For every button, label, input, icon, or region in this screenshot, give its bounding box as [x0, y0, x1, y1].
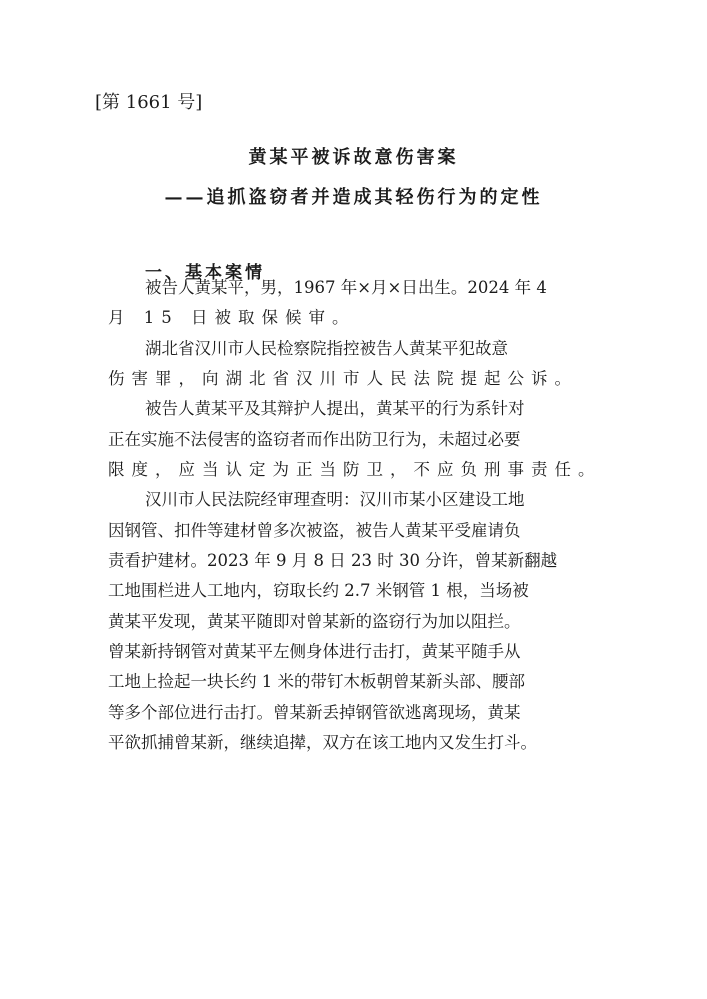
text-line: 因钢管、扣件等建材曾多次被盗，被告人黄某平受雇请负 — [108, 521, 521, 540]
text-line: 工地上捡起一块长约 1 米的带钉木板朝曾某新头部、腰部 — [108, 672, 525, 691]
case-subtitle: ——追抓盗窃者并造成其轻伤行为的定性 — [164, 187, 543, 208]
case-number: [第 1661 号] — [95, 92, 203, 113]
text-line: 黄某平发现，黄某平随即对曾某新的盗窃行为加以阻拦。 — [108, 612, 521, 631]
text-line: 限度，应当认定为正当防卫，不应负刑事责任。 — [108, 460, 602, 479]
text-line: 等多个部位进行击打。曾某新丢掉钢管欲逃离现场，黄某 — [108, 703, 521, 722]
text-line: 责看护建材。2023 年 9 月 8 日 23 时 30 分许，曾某新翻越 — [108, 551, 558, 570]
text-line: 湖北省汉川市人民检察院指控被告人黄某平犯故意 — [145, 339, 508, 358]
text-line: 平欲抓捕曾某新，继续追撵，双方在该工地内又发生打斗。 — [108, 733, 537, 752]
text-line: 正在实施不法侵害的盗窃者而作出防卫行为，未超过必要 — [108, 430, 521, 449]
text-line: 被告人黄某平，男，1967 年×月×日出生。2024 年 4 — [145, 278, 547, 297]
text-line: 曾某新持钢管对黄某平左侧身体进行击打，黄某平随手从 — [108, 642, 521, 661]
text-line: 汉川市人民法院经审理查明：汉川市某小区建设工地 — [145, 490, 525, 509]
text-line: 伤害罪，向湖北省汉川市人民法院提起公诉。 — [108, 369, 578, 388]
text-line: 月 15 日被取保候审。 — [108, 308, 356, 327]
text-line: 工地围栏进人工地内，窃取长约 2.7 米钢管 1 根，当场被 — [108, 581, 529, 600]
text-line: 被告人黄某平及其辩护人提出，黄某平的行为系针对 — [145, 399, 525, 418]
section-heading: 一、基本案情 — [145, 263, 265, 283]
case-title: 黄某平被诉故意伤害案 — [248, 147, 459, 168]
